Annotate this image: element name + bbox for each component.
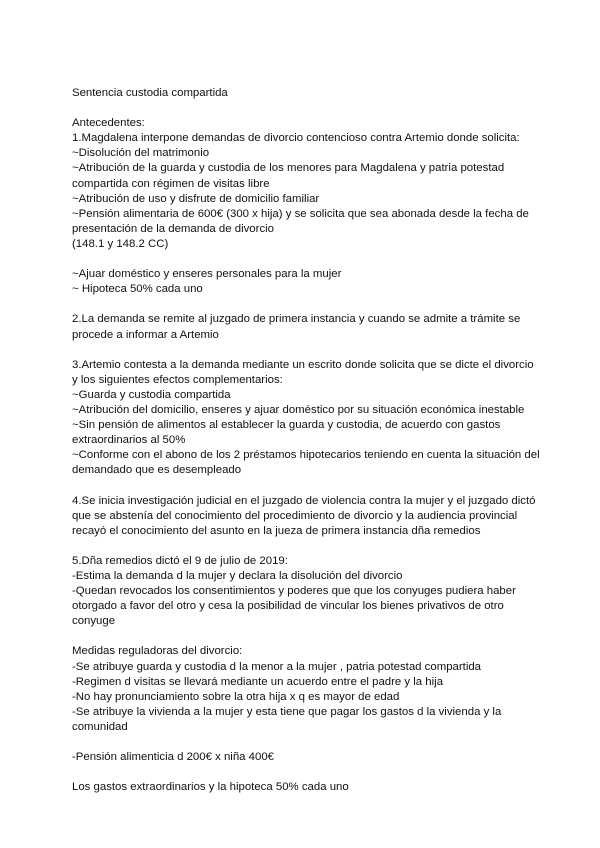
text-line: y los siguientes efectos complementarios: bbox=[72, 373, 283, 386]
text-line: ~Sin pensión de alimentos al establecer la guarda y custodia, de acuerdo con gastos bbox=[72, 419, 501, 432]
spacer bbox=[72, 252, 564, 267]
text-line: ~Ajuar doméstico y enseres personales para la mujer bbox=[72, 268, 342, 281]
text-line: compartida con régimen de visitas libre bbox=[72, 177, 270, 190]
medidas-heading: Medidas reguladoras del divorcio: bbox=[72, 645, 243, 658]
spacer bbox=[72, 478, 564, 493]
text-line: comunidad bbox=[72, 720, 128, 733]
document-title: Sentencia custodia compartida bbox=[72, 87, 228, 99]
text-line: 4.Se inicia investigación judicial en el juzgado de violencia contra la mujer y el juzgado dictó bbox=[72, 494, 536, 507]
gastos-line: Los gastos extraordinarios y la hipoteca 50% cada uno bbox=[72, 781, 349, 794]
text-line: -No hay pronunciamiento sobre la otra hija x q es mayor de edad bbox=[72, 690, 400, 703]
text-line: recayó el conocimiento del asunto en la jueza de primera instancia dña remedios bbox=[72, 524, 481, 537]
text-line: ~Atribución del domicilio, enseres y ajuar doméstico por su situación económica inestable bbox=[72, 403, 525, 416]
text-line: 3.Artemio contesta a la demanda mediante un escrito donde solicita que se dicte el divorcio bbox=[72, 358, 534, 371]
item-3 bbox=[72, 358, 564, 479]
item-2 bbox=[72, 312, 564, 342]
text-line: (148.1 y 148.2 CC) bbox=[72, 237, 169, 250]
item-5 bbox=[72, 554, 564, 629]
text-line: -Se atribuye guarda y custodia d la menor a la mujer , patria potestad compartida bbox=[72, 660, 482, 673]
text-line: ~Pensión alimentaria de 600€ (300 x hija) y se solicita que sea abonada desde la fecha de bbox=[72, 207, 529, 220]
text-line: -Quedan revocados los consentimientos y poderes que que los conyuges pudiera haber bbox=[72, 585, 516, 598]
item-4 bbox=[72, 494, 564, 539]
pension-line: -Pensión alimenticia d 200€ x niña 400€ bbox=[72, 751, 275, 764]
item-1-extra bbox=[72, 267, 564, 297]
text-line: -Se atribuye la vivienda a la mujer y esta tiene que pagar los gastos d la vivienda y la bbox=[72, 705, 502, 718]
text-line: -Estima la demanda d la mujer y declara la disolución del divorcio bbox=[72, 570, 403, 582]
spacer bbox=[72, 297, 564, 312]
text-line: conyuge bbox=[72, 615, 116, 628]
text-line: presentación de la demanda de divorcio bbox=[72, 222, 275, 235]
spacer bbox=[72, 629, 564, 644]
spacer bbox=[72, 539, 564, 554]
text-line: 2.La demanda se remite al juzgado de primera instancia y cuando se admite a trámite se bbox=[72, 313, 521, 326]
text-line: que se abstenía del conocimiento del procedimiento de divorcio y la audiencia provincial bbox=[72, 509, 518, 522]
text-line: ~Atribución de la guarda y custodia de los menores para Magdalena y patria potestad bbox=[72, 162, 505, 175]
medidas-section bbox=[72, 644, 564, 735]
text-line: ~Atribución de uso y disfrute de domicilio familiar bbox=[72, 192, 320, 205]
text-line: otorgado a favor del otro y cesa la posibilidad de vincular los bienes privativos de otro bbox=[72, 600, 504, 613]
text-line: extraordinarios al 50% bbox=[72, 434, 186, 447]
spacer bbox=[72, 765, 564, 780]
spacer bbox=[72, 343, 564, 358]
spacer bbox=[72, 101, 564, 116]
antecedentes-heading: Antecedentes: bbox=[72, 117, 145, 130]
text-line: -Regimen d visitas se llevará mediante un acuerdo entre el padre y la hija bbox=[72, 675, 444, 688]
text-line: ~Disolución del matrimonio bbox=[72, 147, 210, 160]
text-line: ~ Hipoteca 50% cada uno bbox=[72, 283, 203, 296]
item-1 bbox=[72, 131, 564, 252]
text-line: demandado que es desempleado bbox=[72, 464, 242, 477]
text-line: 1.Magdalena interpone demandas de divorcio contencioso contra Artemio donde solicita: bbox=[72, 132, 520, 145]
spacer bbox=[72, 735, 564, 750]
text-line: 5.Dña remedios dictó el 9 de julio de 2019: bbox=[72, 554, 288, 567]
text-line: procede a informar a Artemio bbox=[72, 328, 219, 341]
text-line: ~Conforme con el abono de los 2 préstamos hipotecarios teniendo en cuenta la situación del bbox=[72, 449, 540, 462]
text-line: ~Guarda y custodia compartida bbox=[72, 388, 231, 401]
